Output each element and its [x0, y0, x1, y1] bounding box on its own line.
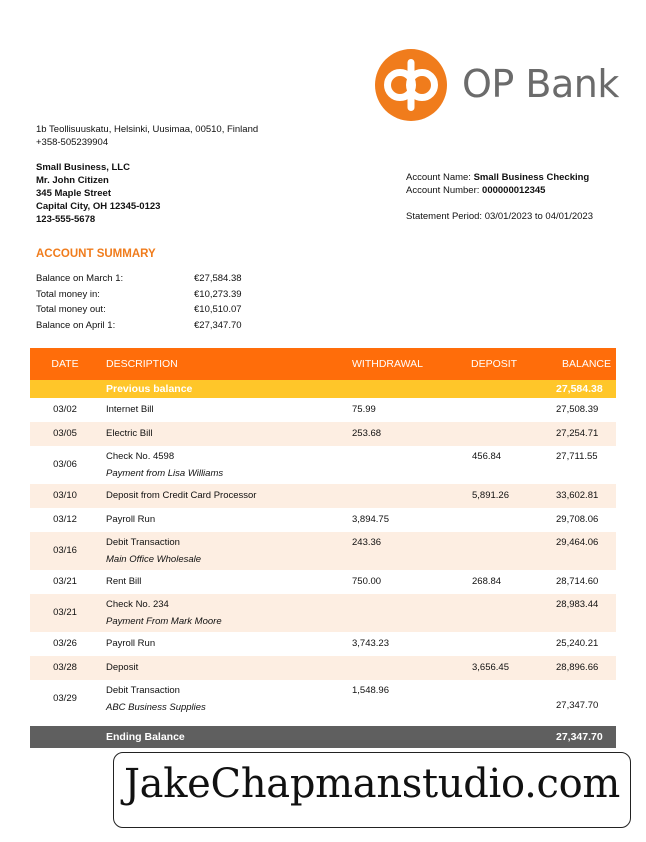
previous-balance-label: Previous balance	[106, 383, 193, 395]
previous-balance-value: 27,584.38	[556, 383, 603, 395]
summary-value: €27,347.70	[194, 319, 242, 331]
header-date: DATE	[51, 358, 79, 370]
account-info	[406, 171, 593, 223]
row-balance: 25,240.21	[556, 638, 599, 649]
row-balance: 27,347.70	[556, 700, 599, 711]
transactions-table	[30, 348, 616, 748]
table-row	[30, 532, 616, 570]
table-row	[30, 508, 616, 532]
row-withdrawal: 3,894.75	[352, 514, 389, 525]
table-row	[30, 446, 616, 484]
header-deposit: DEPOSIT	[471, 358, 518, 370]
customer-contact: Mr. John Citizen	[36, 175, 109, 186]
row-withdrawal: 750.00	[352, 576, 382, 587]
row-date: 03/12	[53, 514, 77, 525]
row-date: 03/16	[53, 545, 77, 556]
summary-value: €10,510.07	[194, 304, 242, 315]
account-name-label: Account Name:	[406, 172, 471, 183]
summary-value: €27,584.38	[194, 273, 242, 284]
row-date: 03/28	[53, 662, 77, 673]
bank-name: OP Bank	[462, 62, 619, 106]
customer-phone: 123-555-5678	[36, 214, 96, 225]
row-withdrawal: 3,743.23	[352, 638, 389, 649]
bank-logo	[372, 46, 619, 124]
row-withdrawal: 253.68	[352, 428, 382, 439]
table-row	[30, 632, 616, 656]
row-date: 03/29	[53, 693, 77, 704]
row-balance: 29,708.06	[556, 514, 599, 525]
row-deposit: 268.84	[472, 576, 502, 587]
row-date: 03/26	[53, 638, 77, 649]
summary-label: Balance on March 1:	[36, 273, 124, 284]
row-balance: 28,983.44	[556, 599, 599, 610]
summary-value: €10,273.39	[194, 288, 242, 300]
row-description: Internet Bill	[106, 404, 154, 415]
row-balance: 28,896.66	[556, 662, 599, 673]
customer-city: Capital City, OH 12345-0123	[36, 201, 161, 212]
row-balance: 28,714.60	[556, 576, 599, 587]
row-balance: 29,464.06	[556, 537, 599, 548]
table-row	[30, 484, 616, 508]
table-row	[30, 398, 616, 422]
row-subdescription: Main Office Wholesale	[106, 554, 202, 565]
customer-company: Small Business, LLC	[36, 162, 130, 173]
account-summary-title: ACCOUNT SUMMARY	[36, 248, 156, 260]
account-name-value: Small Business Checking	[473, 172, 590, 183]
row-date: 03/21	[53, 607, 77, 618]
summary-label: Total money out:	[36, 304, 106, 315]
statement-period-value: 03/01/2023 to 04/01/2023	[484, 211, 593, 222]
bank-phone: +358-505239904	[36, 137, 109, 148]
ending-balance-label: Ending Balance	[106, 731, 185, 743]
row-description: Deposit from Credit Card Processor	[106, 490, 257, 501]
bank-address	[36, 123, 258, 149]
row-deposit: 456.84	[472, 451, 502, 462]
row-date: 03/05	[53, 428, 77, 439]
row-date: 03/06	[53, 459, 77, 470]
summary-row	[36, 304, 276, 320]
previous-balance-row	[30, 380, 616, 398]
statement-period-label: Statement Period:	[406, 211, 483, 222]
table-row	[30, 570, 616, 594]
account-number-label: Account Number:	[406, 185, 480, 196]
op-logo-icon	[372, 46, 450, 124]
row-date: 03/21	[53, 576, 77, 587]
row-description: Check No. 234	[106, 599, 169, 610]
row-subdescription: Payment from Lisa Williams	[106, 468, 224, 479]
watermark-text: JakeChapmanstudio.com	[123, 761, 621, 807]
account-summary	[36, 273, 276, 335]
row-balance: 27,711.55	[556, 451, 598, 462]
table-row	[30, 422, 616, 446]
customer-address	[36, 161, 160, 226]
row-balance: 33,602.81	[556, 490, 599, 501]
table-row	[30, 680, 616, 718]
table-header	[30, 348, 616, 380]
account-number-value: 000000012345	[482, 185, 546, 196]
bank-address-line: 1b Teollisuuskatu, Helsinki, Uusimaa, 00510, Finland	[36, 124, 259, 135]
account-name-line	[406, 171, 593, 184]
row-description: Electric Bill	[106, 428, 153, 439]
summary-label: Balance on April 1:	[36, 319, 116, 331]
row-description: Debit Transaction	[106, 685, 180, 696]
header-balance: BALANCE	[562, 358, 612, 370]
row-description: Deposit	[106, 662, 139, 673]
row-description: Check No. 4598	[106, 451, 175, 462]
watermark-banner	[113, 752, 631, 828]
ending-balance-value: 27,347.70	[556, 731, 603, 743]
row-withdrawal: 75.99	[352, 404, 376, 415]
row-date: 03/10	[53, 490, 77, 501]
row-withdrawal: 1,548.96	[352, 685, 389, 696]
table-row	[30, 656, 616, 680]
row-balance: 27,508.39	[556, 404, 599, 415]
row-description: Rent Bill	[106, 576, 142, 587]
row-balance: 27,254.71	[556, 428, 599, 439]
row-subdescription: Payment From Mark Moore	[106, 616, 222, 627]
summary-label: Total money in:	[36, 288, 100, 300]
customer-street: 345 Maple Street	[36, 188, 111, 199]
header-withdrawal: WITHDRAWAL	[352, 358, 423, 370]
row-deposit: 3,656.45	[472, 662, 509, 673]
row-date: 03/02	[53, 404, 77, 415]
statement-period-line	[406, 210, 593, 223]
header-description: DESCRIPTION	[106, 358, 178, 370]
row-subdescription: ABC Business Supplies	[106, 702, 206, 713]
ending-balance-row	[30, 726, 616, 748]
row-description: Payroll Run	[106, 638, 156, 649]
row-deposit: 5,891.26	[472, 490, 509, 501]
account-number-line	[406, 184, 593, 197]
summary-row	[36, 289, 276, 305]
summary-row	[36, 273, 276, 289]
row-withdrawal: 243.36	[352, 537, 382, 548]
summary-row	[36, 320, 276, 336]
table-row	[30, 594, 616, 632]
row-description: Debit Transaction	[106, 537, 180, 548]
row-description: Payroll Run	[106, 514, 156, 525]
